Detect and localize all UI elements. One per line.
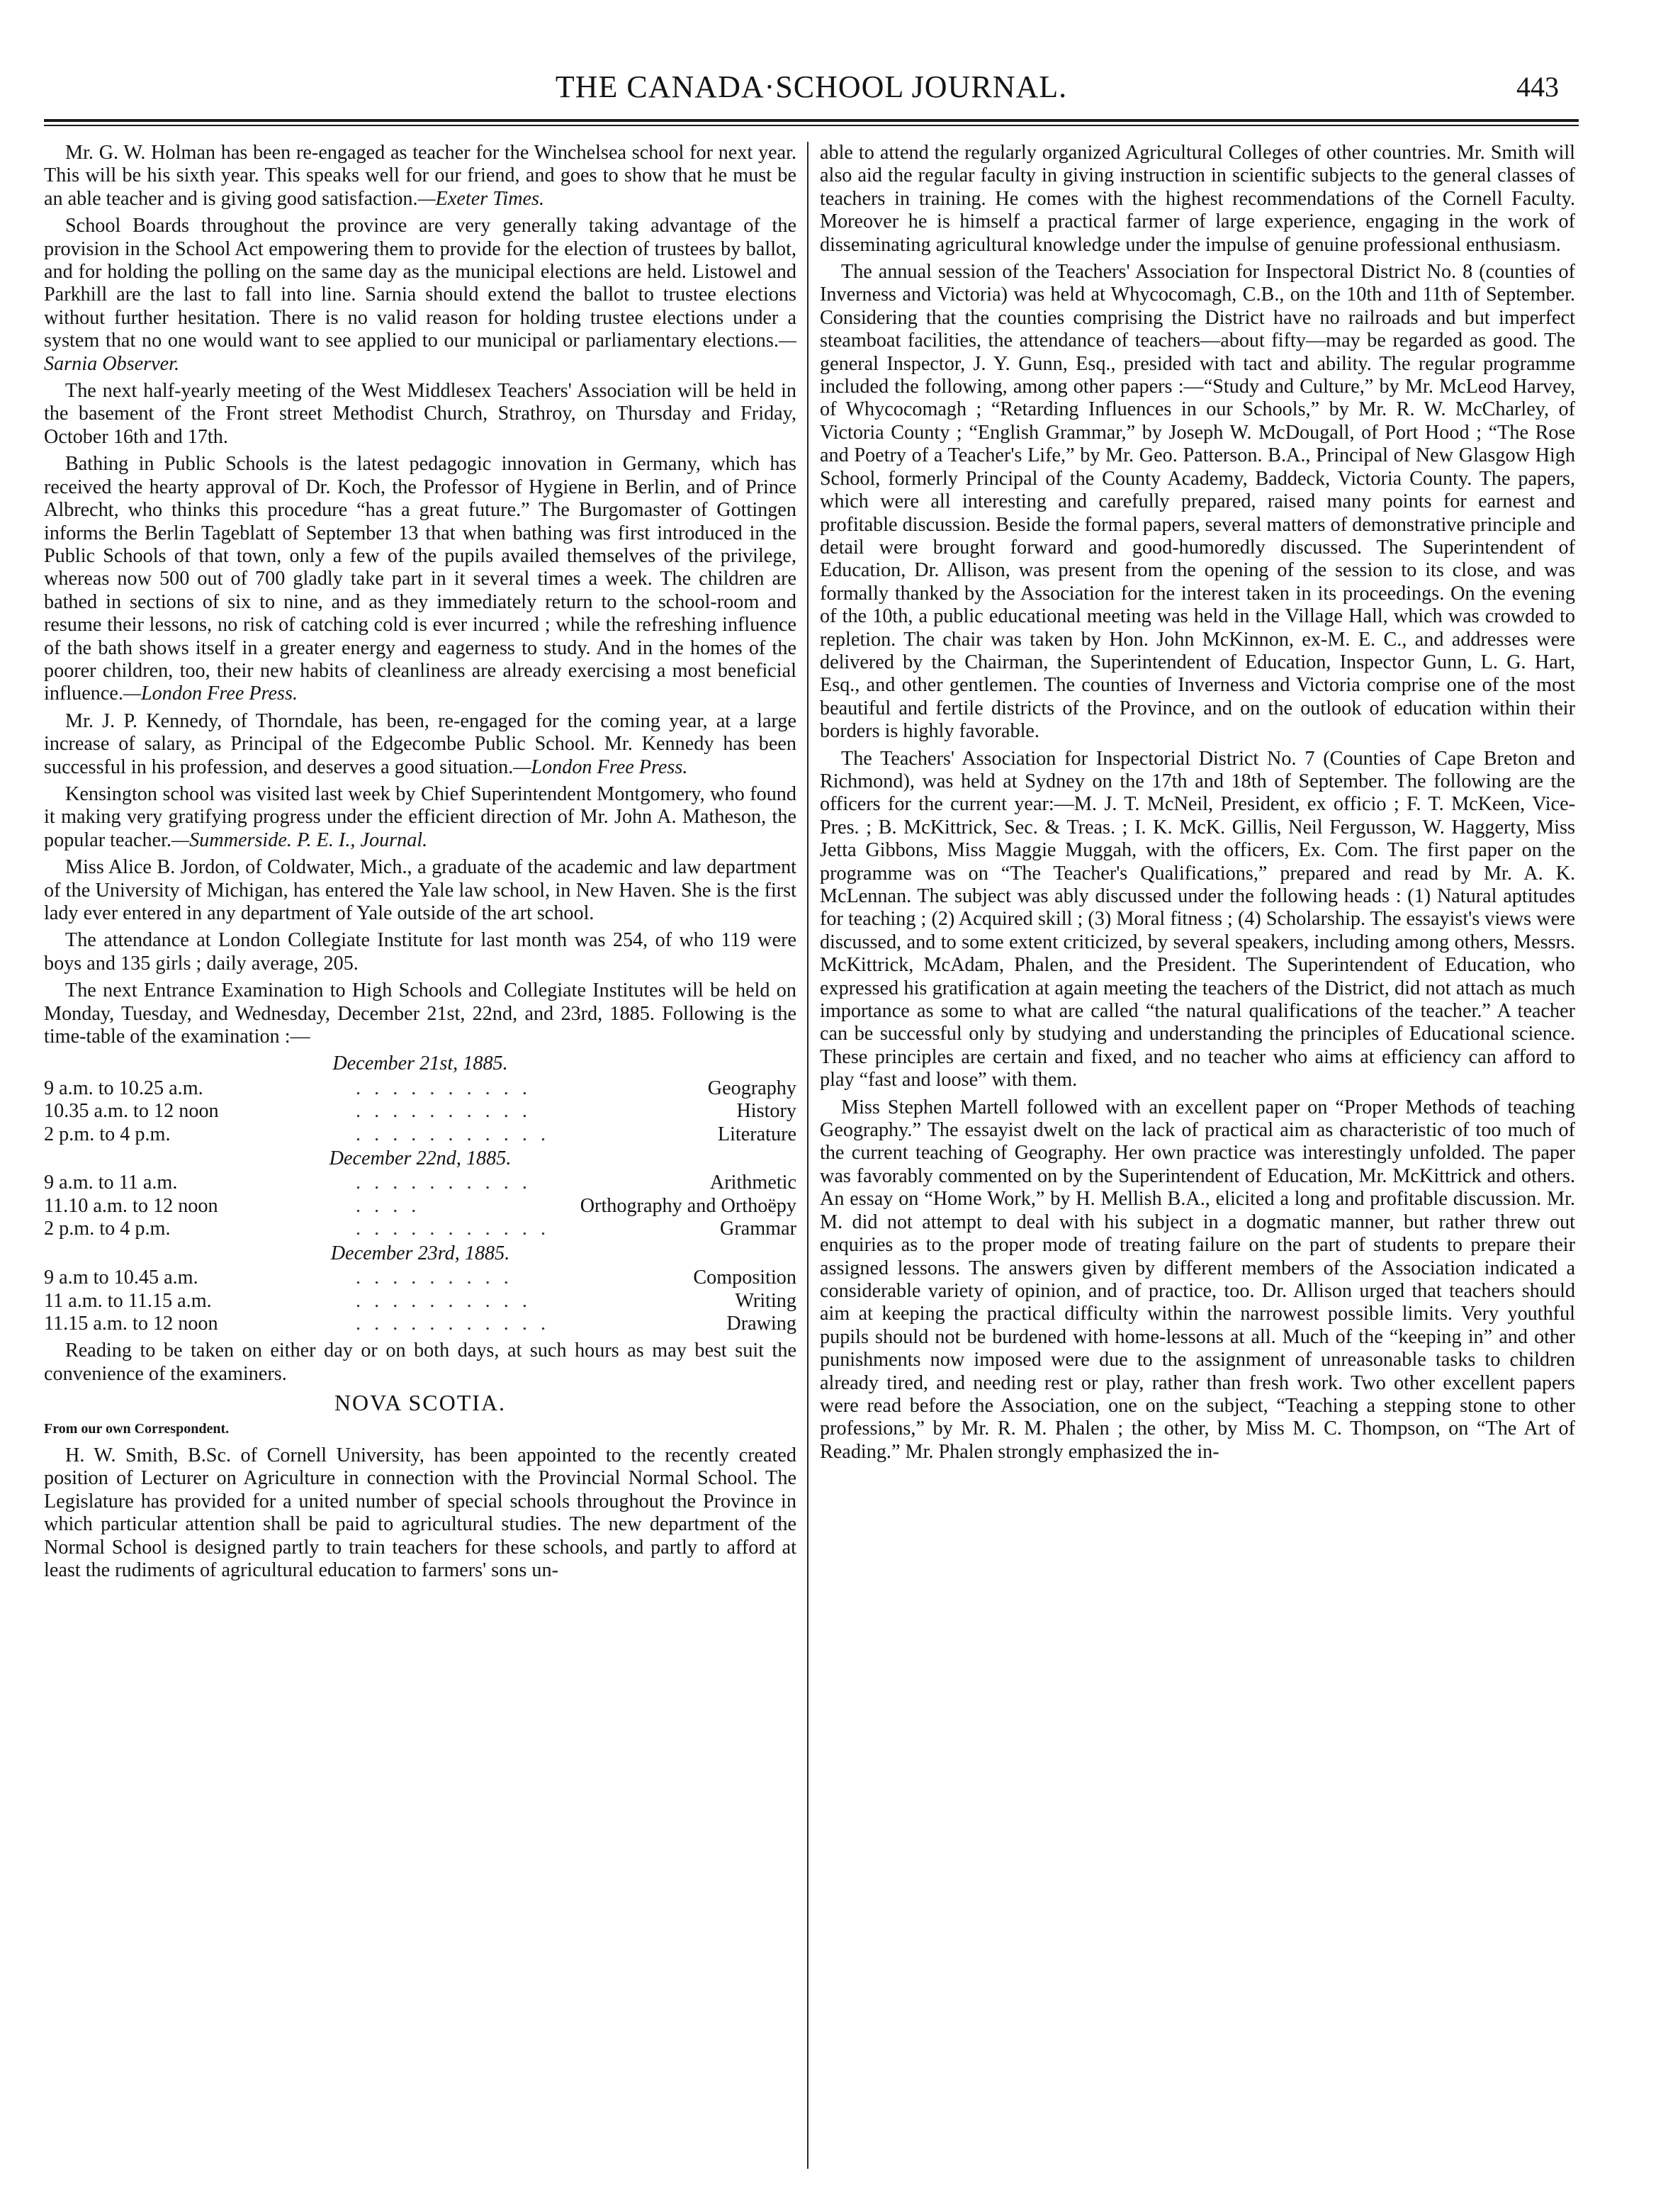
article-text: Bathing in Public Schools is the latest pedagogic innovation in Germany, which has received the hearty approval of Dr. Koch, the Professor of Hygiene in Berlin, and of Prince Albrecht, who thinks this procedure “has a great future.” The Burgomaster of Gottingen informs the Berlin Tageblatt of September 13 that when bathing was first introduced in the Public Schools of that town, only a few of the pupils availed themselves of the privilege, whereas now 500 out of 700 gladly take part in it several times a week. The children are bathed in sections of six to nine, and as they immediately return to the school-room and resume their lessons, no risk of catching cold is ever incurred ; while the refreshing influence of the bath shows itself in a greater energy and eagerness to study. And in the homes of the poorer children, too, their new habits of cleanliness are already exercising a most beneficial influence.: [44, 453, 796, 705]
page-number: 443: [1516, 71, 1559, 103]
timetable-leader: . . . . . . . . . . .: [356, 1123, 550, 1145]
running-title: THE CANADA·SCHOOL JOURNAL.: [555, 69, 1068, 104]
timetable-time: 2 p.m. to 4 p.m.: [44, 1218, 171, 1240]
header-rule-thick: [44, 119, 1579, 122]
timetable-row: [44, 1290, 796, 1313]
article-kensington: [44, 783, 796, 852]
timetable-subject: Drawing: [726, 1312, 796, 1335]
timetable-time: 2 p.m. to 4 p.m.: [44, 1123, 171, 1145]
column-divider: [807, 142, 808, 2169]
article-source: —Exeter Times.: [417, 187, 545, 210]
timetable-subject: Grammar: [719, 1218, 796, 1240]
article-text: Mr. J. P. Kennedy, of Thorndale, has been, re-engaged for the coming year, at a large increase of salary, as Principal of the Edgecombe Public School. Mr. Kennedy has been successful in his profession, and deserves a good situation.: [44, 709, 796, 778]
left-column: [44, 142, 796, 1586]
article-reading-note: Reading to be taken on either day or on both days, at such hours as may best suit the convenience of the examiners.: [44, 1340, 796, 1385]
timetable-date: December 22nd, 1885.: [329, 1147, 512, 1170]
timetable-time: 9 a.m. to 10.25 a.m.: [44, 1077, 203, 1099]
article-kennedy: [44, 710, 796, 779]
timetable-leader: . . . . . . . . . . .: [356, 1218, 550, 1240]
timetable-leader: . . . . . . . . . . .: [356, 1312, 550, 1335]
timetable-leader: . . . . . . . . .: [356, 1267, 513, 1289]
timetable-subject: Orthography and Orthoëpy: [580, 1194, 796, 1217]
timetable-subject: History: [736, 1100, 796, 1123]
article-west-middlesex: The next half-yearly meeting of the West Middlesex Teachers' Association will be held in the basement of the Front street Methodist Church, Strathroy, on Thursday and Friday, October 16th and 17th.: [44, 380, 796, 448]
article-school-boards: [44, 215, 796, 376]
article-text: Kensington school was visited last week by Chief Superintendent Montgomery, who found it making very gratifying progress under the efficient direction of Mr. John A. Matheson, the popular teacher.: [44, 782, 796, 851]
article-source: —Sarnia Observer.: [44, 330, 796, 375]
timetable-leader: . . . . . . . . . .: [356, 1289, 531, 1312]
timetable-row: [44, 1100, 796, 1123]
timetable-subject: Arithmetic: [709, 1172, 796, 1194]
timetable-row: [44, 1267, 796, 1289]
timetable-date: December 23rd, 1885.: [330, 1242, 510, 1264]
timetable-time: 11 a.m. to 11.15 a.m.: [44, 1289, 212, 1312]
header-rule-thin: [44, 125, 1579, 126]
article-london-attendance: The attendance at London Collegiate Institute for last month was 254, of who 119 were boys and 135 girls ; daily average, 205.: [44, 929, 796, 975]
right-column: [820, 142, 1575, 1468]
article-entrance-exam: The next Entrance Examination to High Schools and Collegiate Institutes will be held on Monday, Tuesday, and Wednesday, December 21st, 22nd, and 23rd, 1885. Following is the time-table of the examination :—: [44, 979, 796, 1048]
section-heading-nova-scotia: NOVA SCOTIA.: [334, 1390, 507, 1416]
article-holman: [44, 142, 796, 210]
timetable-leader: . . . . . . . . . .: [356, 1172, 531, 1194]
article-martell-geography: Miss Stephen Martell followed with an excellent paper on “Proper Methods of teaching Geography.” The essayist dwelt on the lack of practical aim as characteristic of too much of the current teaching of Geography. Her own practice was interestingly unfolded. The paper was favorably commented on by the Superintendent of Education, Mr. McKittrick and others. An essay on “Home Work,” by H. Mellish B.A., elicited a long and profitable discussion. Mr. M. did not attempt to deal with his subject in a dogmatic manner, but rather threw out enquiries as to the proper mode of treating failure on the part of students to prepare their assigned lessons. The answers given by different members of the Association indicated a considerable variety of opinion, and of practice, too. Dr. Allison urged that teachers should aim at keeping the practical difficulty within the narrowest possible limits. Very youthful pupils should not be burdened with home-lessons at all. Much of the “keeping in” and other punishments now imposed were due to the assignment of unreasonable tasks to children already tired, and needing rest or play, rather than fresh work. Two other excellent papers were read before the Association, one on the subject, “Teaching a stepping stone to other professions,” by Mr. R. M. Phalen ; the other, by Miss M. C. Thompson, on “The Art of Reading.” Mr. Phalen strongly emphasized the in-: [820, 1096, 1575, 1463]
timetable-date: December 21st, 1885.: [332, 1052, 508, 1075]
article-smith-cornell: H. W. Smith, B.Sc. of Cornell University, has been appointed to the recently created position of Lecturer on Agriculture in connection with the Provincial Normal School. The Legislature has provided for a united number of special schools throughout the Province in which particular attention shall be paid to agricultural studies. The new department of the Normal School is designed partly to train teachers for these schools, and partly to afford at least the rudiments of agricultural education to farmers' sons un-: [44, 1444, 796, 1581]
timetable-subject: Composition: [693, 1267, 796, 1289]
timetable-subject: Literature: [717, 1123, 796, 1145]
article-source: —London Free Press.: [123, 683, 298, 705]
article-smith-continued: able to attend the regularly organized Agricultural Colleges of other countries. Mr. Smith will also aid the regular faculty in giving instruction in scientific subjects to the general classes of teachers in training. He comes with the highest recommendations of the Cornell Faculty. Moreover he is himself a practical farmer of large experience, engaging in the work of disseminating agricultural knowledge under the impulse of genuine professional enthusiasm.: [820, 142, 1575, 256]
page-header: [43, 67, 1580, 110]
article-text: School Boards throughout the province are very generally taking advantage of the provision in the School Act empowering them to provide for the election of trustees by ballot, and for holding the polling on the same day as the municipal elections are held. Listowel and Parkhill are the last to fall into line. Sarnia should extend the ballot to trustee elections without further hesitation. There is no valid reason for holding trustee elections under a system that no one would want to see applied to our municipal or parliamentary elections.: [44, 215, 796, 352]
timetable-row: [44, 1218, 796, 1240]
timetable-time: 11.10 a.m. to 12 noon: [44, 1194, 218, 1217]
timetable-row: [44, 1313, 796, 1335]
article-source: —Summerside. P. E. I., Journal.: [171, 829, 428, 851]
correspondent-byline: From our own Correspondent.: [44, 1420, 230, 1437]
timetable-leader: . . . . . . . . . .: [356, 1077, 531, 1099]
timetable-time: 9 a.m to 10.45 a.m.: [44, 1267, 198, 1289]
timetable-leader: . . . .: [356, 1194, 421, 1217]
timetable-time: 9 a.m. to 11 a.m.: [44, 1172, 178, 1194]
article-text: Mr. G. W. Holman has been re-engaged as teacher for the Winchelsea school for next year. This will be his sixth year. This speaks well for our friend, and goes to show that he must be an able teacher and is giving good satisfaction.: [44, 142, 796, 210]
timetable-row: [44, 1077, 796, 1100]
article-source: —London Free Press.: [513, 756, 688, 778]
article-district-7: The Teachers' Association for Inspectorial District No. 7 (Counties of Cape Breton and Richmond), was held at Sydney on the 17th and 18th of September. The following are the officers for the current year:—M. J. T. McNeil, President, ex officio ; F. T. McKeen, Vice-Pres. ; B. McKittrick, Sec. & Treas. ; I. K. McK. Gillis, Neil Fergusson, W. Haggerty, Miss Jetta Gibbons, Miss Maggie Muggah, with the officers, Ex. Com. The first paper on the programme was on “The Teacher's Qualifications,” prepared and read by Mr. A. K. McLennan. The subject was ably discussed under the following heads : (1) Natural aptitudes for teaching ; (2) Acquired skill ; (3) Moral fitness ; (4) Scholarship. The essayist's views were discussed, and to some extent criticized, by several speakers, including among others, Messrs. McKittrick, McAdam, Phalen, and the President. The Superintendent of Education, who expressed his gratification at again meeting the teachers of the District, did not attach as much importance as some to what are called “the natural qualifications of the teacher.” A teacher can be successful only by studying and understanding the principles of Educational science. These principles are certain and fixed, and no teacher who aims at efficiency can afford to play “fast and loose” with them.: [820, 747, 1575, 1091]
article-district-8: The annual session of the Teachers' Association for Inspectoral District No. 8 (counties of Inverness and Victoria) was held at Whycocomagh, C.B., on the 10th and 11th of September. Considering that the counties comprising the District have no railroads and but imperfect steamboat facilities, the attendance of teachers—about fifty—may be regarded as good. The general Inspector, J. Y. Gunn, Esq., presided with tact and ability. The regular programme included the following, among other papers :—“Study and Culture,” by Mr. McLeod Harvey, of Whycocomagh ; “Retarding Influences in our Schools,” by Mr. R. W. McCharley, of Victoria County ; “English Grammar,” by Joseph W. McDougall, of Port Hood ; “The Rose and Poetry of a Teacher's Life,” by Mr. Geo. Patterson. B.A., Principal of New Glasgow High School, formerly Principal of the County Academy, Baddeck, Victoria County. The papers, which were all interesting and carefully prepared, raised many points for earnest and profitable discussion. Beside the formal papers, several matters of demonstrative principle and detail were brought forward and good-humoredly discussed. The Superintendent of Education, Dr. Allison, was present from the opening of the session to its close, and was formally thanked by the Association for the interest taken in its proceedings. On the evening of the 10th, a public educational meeting was held in the Village Hall, which was crowded to repletion. The chair was taken by Hon. John McKinnon, ex-M. E. C., and addresses were delivered by the Chairman, the Superintendent of Education, Inspector Gunn, L. G. Hart, Esq., and other gentlemen. The counties of Inverness and Victoria comprise one of the most beautiful and fertile districts of the Province, and on the outlook of education within their borders is highly favorable.: [820, 261, 1575, 743]
timetable-row: [44, 1172, 796, 1194]
exam-timetable: [44, 1052, 796, 1340]
article-jordon: Miss Alice B. Jordon, of Coldwater, Mich., a graduate of the academic and law department of the University of Michigan, has entered the Yale law school, in New Haven. She is the first lady ever entered in any department of Yale outside of the art school.: [44, 856, 796, 924]
timetable-subject: Writing: [735, 1289, 796, 1312]
timetable-leader: . . . . . . . . . .: [356, 1100, 531, 1123]
timetable-time: 10.35 a.m. to 12 noon: [44, 1100, 219, 1123]
timetable-row: [44, 1195, 796, 1218]
timetable-subject: Geography: [707, 1077, 796, 1099]
timetable-time: 11.15 a.m. to 12 noon: [44, 1312, 218, 1335]
timetable-row: [44, 1123, 796, 1146]
article-bathing: [44, 453, 796, 705]
